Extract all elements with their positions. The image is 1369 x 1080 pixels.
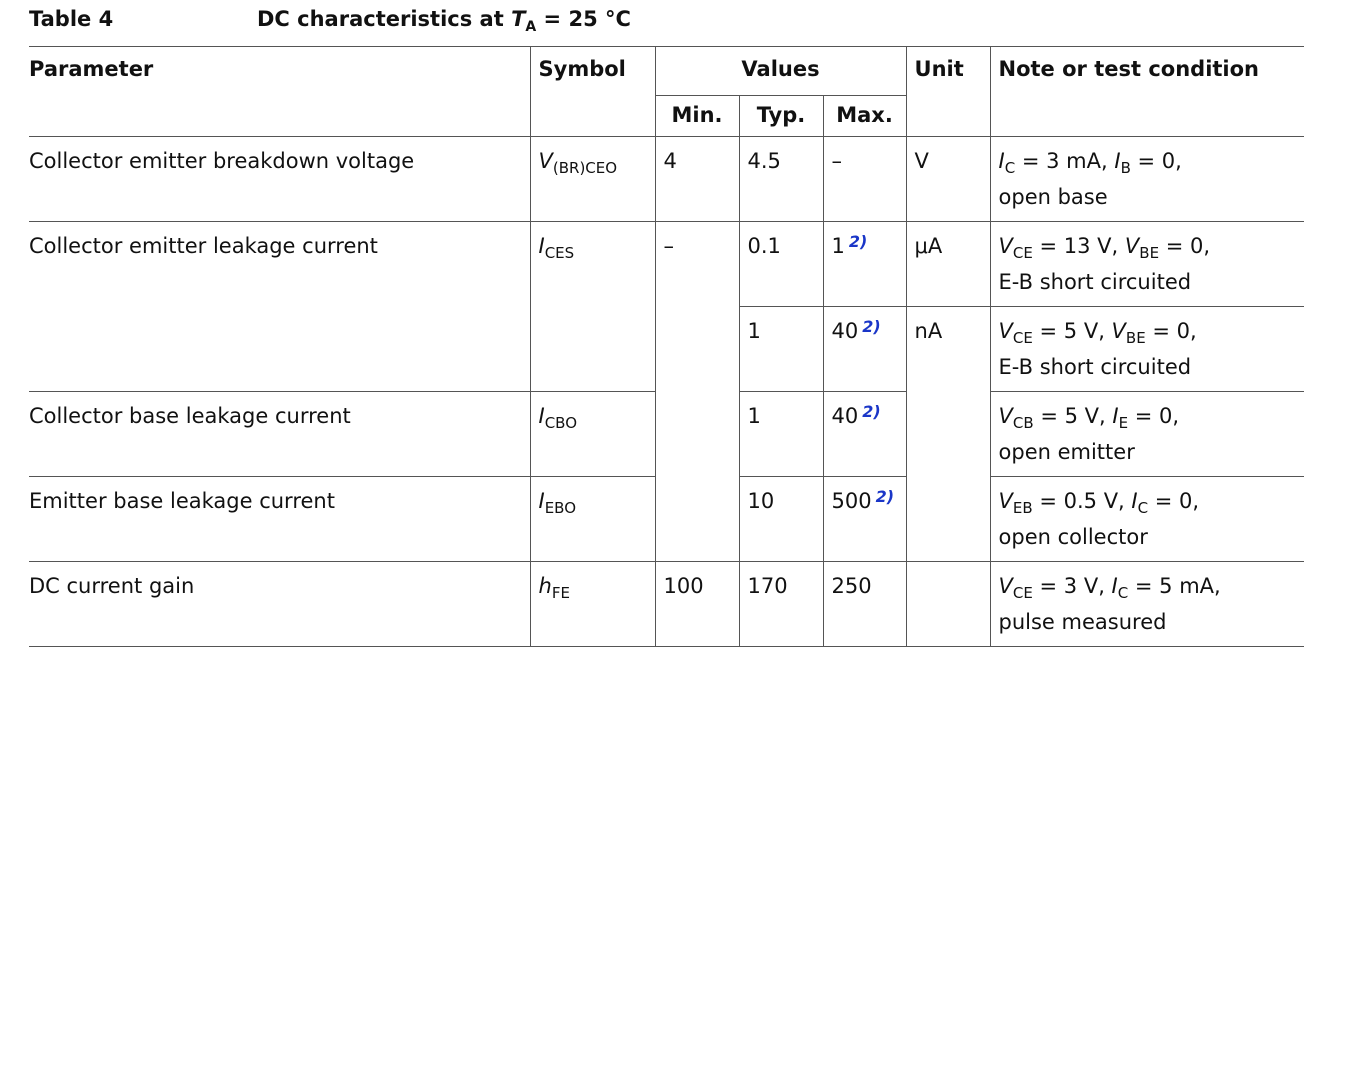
symbol-main: V	[538, 149, 553, 173]
condition-line-1	[999, 313, 1297, 349]
symbol-cell	[530, 562, 655, 647]
symbol-subscript: EBO	[544, 499, 577, 517]
footnote-link[interactable]: 2)	[848, 232, 868, 251]
max-value: 500	[831, 489, 872, 513]
min-cell: 100	[655, 562, 739, 647]
table-title	[257, 4, 631, 34]
symbol-cell	[530, 477, 655, 562]
symbol-cell	[530, 137, 655, 222]
max-value: 40	[831, 319, 859, 343]
max-cell	[823, 392, 906, 477]
max-value: 1	[831, 234, 845, 258]
condition-line-2: E-B short circuited	[998, 270, 1192, 294]
condition-line-1	[999, 398, 1297, 434]
max-cell	[823, 477, 906, 562]
typ-cell: 1	[739, 307, 823, 392]
condition-line-2: open emitter	[998, 440, 1135, 464]
min-cell: –	[655, 222, 739, 562]
condition-value-a: = 3 mA,	[1015, 149, 1115, 173]
header-parameter: Parameter	[29, 47, 530, 137]
condition-cell	[990, 562, 1304, 647]
condition-value-a: = 13 V,	[1032, 234, 1125, 258]
condition-line-1	[999, 568, 1297, 604]
condition-value-b: = 0,	[1128, 404, 1180, 428]
condition-var-b-sub: BE	[1139, 244, 1160, 262]
condition-var-a: V	[998, 234, 1013, 258]
condition-var-b: V	[1111, 319, 1126, 343]
symbol-cell	[530, 222, 655, 392]
unit-cell: V	[906, 137, 990, 222]
condition-line-2: E-B short circuited	[998, 355, 1192, 379]
condition-var-b: I	[1114, 149, 1121, 173]
condition-var-a: V	[998, 404, 1013, 428]
dc-characteristics-table	[29, 46, 1304, 647]
max-cell: 250	[823, 562, 906, 647]
min-cell: 4	[655, 137, 739, 222]
typ-cell: 170	[739, 562, 823, 647]
condition-line-2: open base	[998, 185, 1108, 209]
symbol-main: I	[538, 404, 545, 428]
condition-value-b: = 0,	[1145, 319, 1197, 343]
condition-value-b: = 0,	[1130, 149, 1182, 173]
parameter-cell: Collector emitter leakage current	[29, 222, 530, 392]
symbol-main: I	[538, 489, 545, 513]
condition-value-a: = 0.5 V,	[1032, 489, 1132, 513]
symbol-main: h	[538, 574, 552, 598]
typ-cell: 1	[739, 392, 823, 477]
header-typ: Typ.	[739, 96, 823, 137]
typ-cell: 10	[739, 477, 823, 562]
title-suffix: = 25 °C	[536, 7, 631, 31]
condition-value-a: = 5 V,	[1032, 319, 1112, 343]
parameter-cell: Collector base leakage current	[29, 392, 530, 477]
condition-var-a-sub: CE	[1012, 244, 1033, 262]
footnote-link[interactable]: 2)	[862, 402, 881, 421]
condition-var-b: I	[1131, 489, 1138, 513]
condition-value-a: = 3 V,	[1032, 574, 1112, 598]
title-variable-subscript: A	[525, 19, 537, 35]
symbol-main: I	[538, 234, 545, 258]
max-cell	[823, 222, 906, 307]
title-variable: T	[511, 7, 526, 31]
condition-line-2: pulse measured	[998, 610, 1167, 634]
condition-var-b-sub: C	[1117, 584, 1129, 602]
table-row	[29, 562, 1304, 647]
condition-line-2: open collector	[998, 525, 1148, 549]
parameter-cell: Collector emitter breakdown voltage	[29, 137, 530, 222]
condition-var-a-sub: EB	[1012, 499, 1033, 517]
condition-var-a-sub: CE	[1012, 329, 1033, 347]
condition-var-a: V	[998, 574, 1013, 598]
condition-var-a-sub: CE	[1012, 584, 1033, 602]
condition-var-b: I	[1112, 404, 1119, 428]
unit-cell	[906, 562, 990, 647]
condition-cell	[990, 477, 1304, 562]
condition-value-a: = 5 V,	[1033, 404, 1113, 428]
symbol-subscript: CBO	[544, 414, 578, 432]
condition-var-a: I	[998, 149, 1005, 173]
condition-var-a-sub: CB	[1012, 414, 1034, 432]
condition-var-b-sub: BE	[1125, 329, 1146, 347]
header-values: Values	[655, 47, 906, 96]
symbol-cell	[530, 392, 655, 477]
header-row	[29, 47, 1304, 96]
condition-value-b: = 5 mA,	[1128, 574, 1221, 598]
table-caption	[29, 4, 1304, 36]
table-row	[29, 222, 1304, 307]
unit-cell: μA	[906, 222, 990, 307]
parameter-cell: DC current gain	[29, 562, 530, 647]
header-symbol: Symbol	[530, 47, 655, 137]
condition-cell	[990, 392, 1304, 477]
header-unit: Unit	[906, 47, 990, 137]
header-max: Max.	[823, 96, 906, 137]
parameter-cell: Emitter base leakage current	[29, 477, 530, 562]
unit-cell: nA	[906, 307, 990, 562]
condition-var-b: I	[1111, 574, 1118, 598]
symbol-subscript: (BR)CEO	[552, 159, 618, 177]
condition-var-b-sub: B	[1120, 159, 1131, 177]
footnote-link[interactable]: 2)	[875, 487, 895, 506]
header-min: Min.	[655, 96, 739, 137]
title-prefix: DC characteristics at	[257, 7, 512, 31]
condition-cell	[990, 222, 1304, 307]
typ-cell: 4.5	[739, 137, 823, 222]
condition-var-b: V	[1124, 234, 1140, 258]
condition-cell	[990, 307, 1304, 392]
table-row	[29, 137, 1304, 222]
footnote-link[interactable]: 2)	[862, 317, 881, 336]
max-cell: –	[823, 137, 906, 222]
table-number: Table 4	[29, 7, 114, 31]
condition-var-a-sub: C	[1004, 159, 1016, 177]
condition-value-b: = 0,	[1148, 489, 1200, 513]
symbol-subscript: CES	[544, 244, 575, 262]
condition-line-1	[999, 483, 1297, 519]
max-value: 40	[831, 404, 859, 428]
max-cell	[823, 307, 906, 392]
condition-var-b-sub: C	[1137, 499, 1149, 517]
symbol-subscript: FE	[551, 584, 570, 602]
typ-cell: 0.1	[739, 222, 823, 307]
condition-line-1	[999, 143, 1297, 179]
condition-var-b-sub: E	[1118, 414, 1129, 432]
condition-value-b: = 0,	[1159, 234, 1211, 258]
condition-cell	[990, 137, 1304, 222]
header-note: Note or test condition	[990, 47, 1304, 137]
condition-line-1	[999, 228, 1297, 264]
condition-var-a: V	[998, 319, 1013, 343]
condition-var-a: V	[998, 489, 1013, 513]
